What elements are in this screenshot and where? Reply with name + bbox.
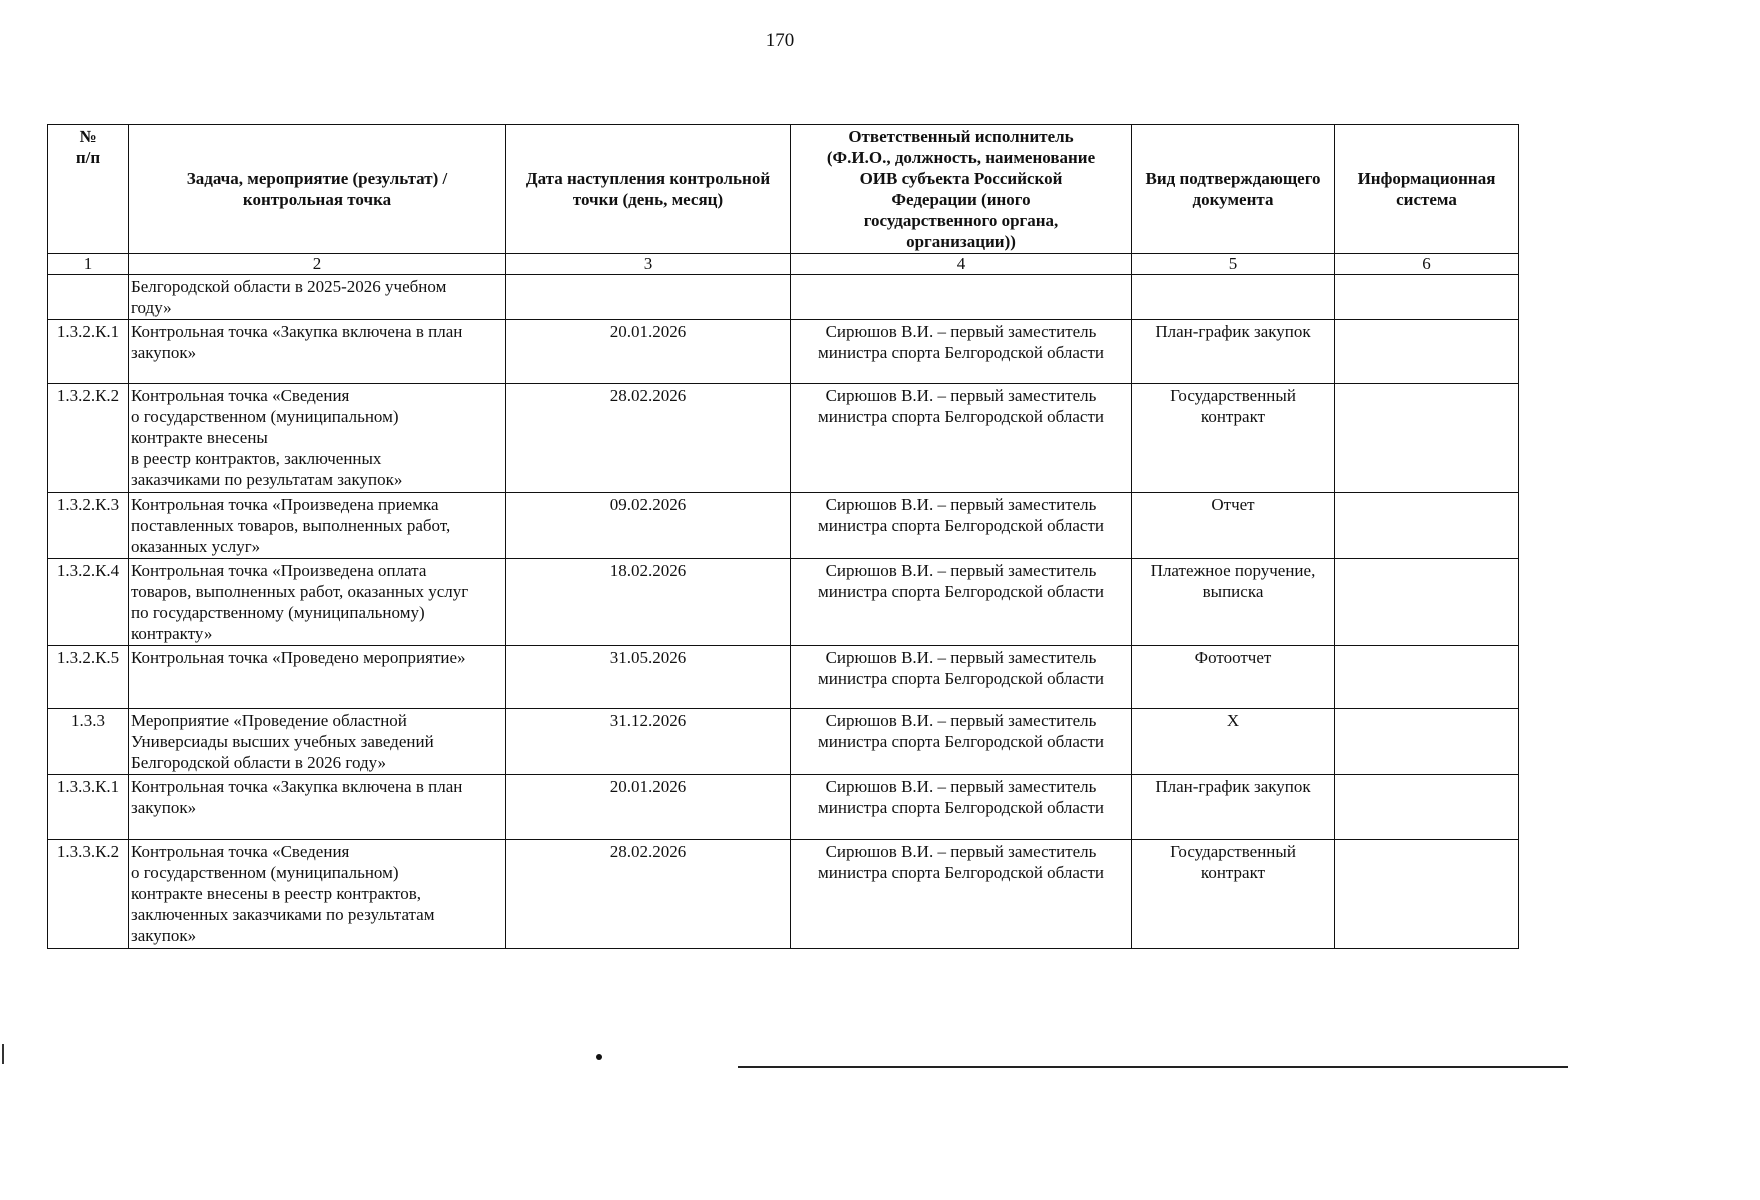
row-number: 1.3.3.К.1 [48,775,129,840]
table-row [48,275,1519,320]
system-cell [1335,275,1519,320]
task-cell: Контрольная точка «Закупка включена в план закупок» [129,320,506,384]
header-date: Дата наступления контрольной точки (день, месяц) [506,125,791,254]
column-number: 5 [1132,254,1335,275]
column-number: 6 [1335,254,1519,275]
date-cell: 31.05.2026 [506,646,791,709]
table-row [48,646,1519,709]
table-row [48,559,1519,646]
date-cell: 09.02.2026 [506,493,791,559]
executor-cell: Сирюшов В.И. – первый заместитель министра спорта Белгородской области [791,384,1132,493]
document-cell [1132,275,1335,320]
scan-dot [596,1054,602,1060]
header-executor: Ответственный исполнитель (Ф.И.О., должность, наименование ОИВ субъекта Российской Федерации (иного государственного органа, организации)) [791,125,1132,254]
page-number: 170 [765,30,795,51]
system-cell [1335,709,1519,775]
date-cell [506,275,791,320]
control-points-table [47,124,1519,949]
system-cell [1335,384,1519,493]
row-number: 1.3.2.К.5 [48,646,129,709]
row-number: 1.3.3 [48,709,129,775]
date-cell: 20.01.2026 [506,775,791,840]
system-cell [1335,493,1519,559]
date-cell: 28.02.2026 [506,384,791,493]
executor-cell: Сирюшов В.И. – первый заместитель министра спорта Белгородской области [791,646,1132,709]
executor-cell: Сирюшов В.И. – первый заместитель министра спорта Белгородской области [791,493,1132,559]
table-row [48,709,1519,775]
table-body [48,275,1519,949]
row-number: 1.3.3.К.2 [48,840,129,949]
system-cell [1335,320,1519,384]
bottom-rule [738,1066,1568,1068]
table-row [48,384,1519,493]
executor-cell: Сирюшов В.И. – первый заместитель министра спорта Белгородской области [791,840,1132,949]
task-cell: Контрольная точка «Сведения о государственном (муниципальном) контракте внесены в реестр контрактов, заключенных заказчиками по результатам закупок» [129,384,506,493]
header-task: Задача, мероприятие (результат) / контрольная точка [129,125,506,254]
header-num: № п/п [48,125,129,254]
header-doc: Вид подтверждающего документа [1132,125,1335,254]
task-cell: Контрольная точка «Закупка включена в план закупок» [129,775,506,840]
date-cell: 20.01.2026 [506,320,791,384]
column-number: 4 [791,254,1132,275]
table-row [48,320,1519,384]
executor-cell: Сирюшов В.И. – первый заместитель министра спорта Белгородской области [791,320,1132,384]
column-number: 3 [506,254,791,275]
table-row [48,840,1519,949]
document-cell: Государственный контракт [1132,840,1335,949]
document-cell: План-график закупок [1132,775,1335,840]
header-system: Информационная система [1335,125,1519,254]
executor-cell: Сирюшов В.И. – первый заместитель министра спорта Белгородской области [791,775,1132,840]
task-cell: Контрольная точка «Проведено мероприятие» [129,646,506,709]
row-number: 1.3.2.К.1 [48,320,129,384]
date-cell: 28.02.2026 [506,840,791,949]
task-cell: Контрольная точка «Произведена оплата товаров, выполненных работ, оказанных услуг по государственному (муниципальному) контракту» [129,559,506,646]
task-cell: Контрольная точка «Произведена приемка поставленных товаров, выполненных работ, оказанных услуг» [129,493,506,559]
date-cell: 18.02.2026 [506,559,791,646]
table-row [48,493,1519,559]
column-number: 1 [48,254,129,275]
task-cell: Мероприятие «Проведение областной Универсиады высших учебных заведений Белгородской области в 2026 году» [129,709,506,775]
document-cell: План-график закупок [1132,320,1335,384]
header-row [48,125,1519,254]
executor-cell [791,275,1132,320]
task-cell: Белгородской области в 2025-2026 учебном году» [129,275,506,320]
executor-cell: Сирюшов В.И. – первый заместитель министра спорта Белгородской области [791,709,1132,775]
system-cell [1335,559,1519,646]
row-number: 1.3.2.К.2 [48,384,129,493]
row-number [48,275,129,320]
date-cell: 31.12.2026 [506,709,791,775]
system-cell [1335,840,1519,949]
document-cell: Государственный контракт [1132,384,1335,493]
row-number: 1.3.2.К.3 [48,493,129,559]
system-cell [1335,775,1519,840]
document-cell: Х [1132,709,1335,775]
task-cell: Контрольная точка «Сведения о государственном (муниципальном) контракте внесены в реестр контрактов, заключенных заказчиками по результатам закупок» [129,840,506,949]
document-cell: Фотоотчет [1132,646,1335,709]
system-cell [1335,646,1519,709]
document-cell: Отчет [1132,493,1335,559]
table-row [48,775,1519,840]
row-number: 1.3.2.К.4 [48,559,129,646]
executor-cell: Сирюшов В.И. – первый заместитель министра спорта Белгородской области [791,559,1132,646]
document-cell: Платежное поручение, выписка [1132,559,1335,646]
column-number-row [48,254,1519,275]
scan-edge-mark [2,1044,4,1064]
column-number: 2 [129,254,506,275]
